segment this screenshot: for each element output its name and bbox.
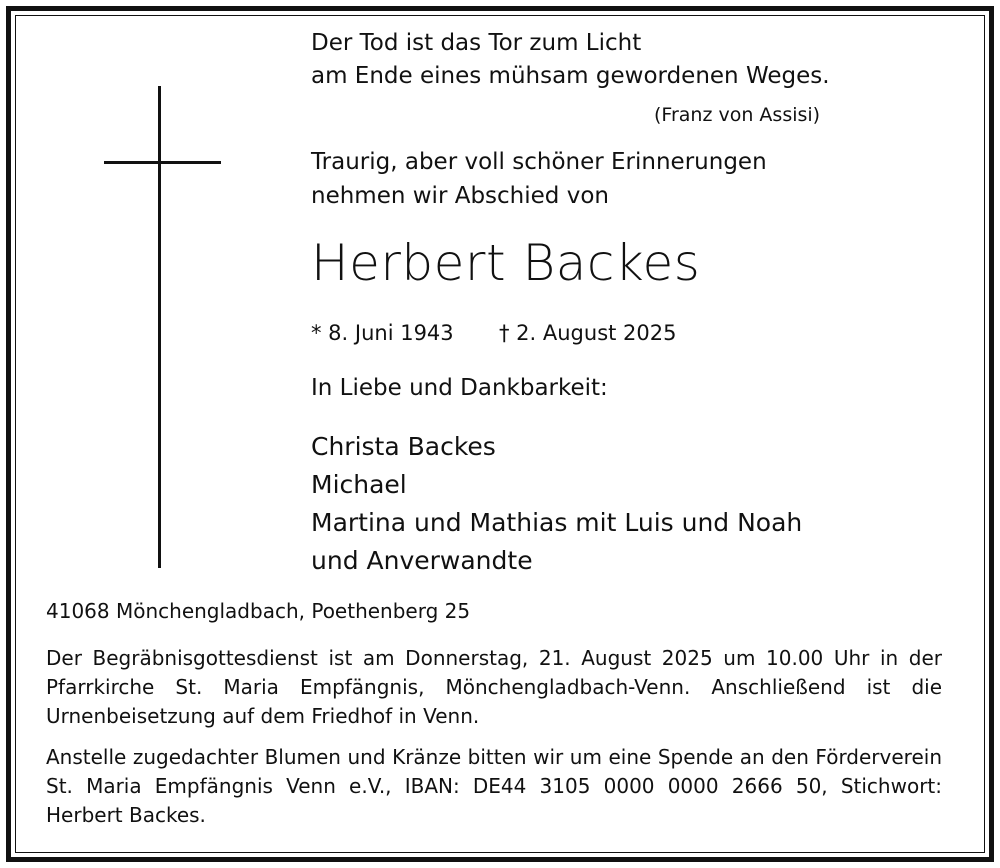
- motto-quote: [311, 27, 830, 93]
- cross-horizontal-bar: [104, 161, 221, 164]
- mourner-item: und Anverwandte: [311, 546, 533, 575]
- birth-date: * 8. Juni 1943: [311, 321, 454, 345]
- quote-source: (Franz von Assisi): [654, 104, 821, 126]
- mourner-item: Martina und Mathias mit Luis und Noah: [311, 508, 803, 537]
- dedication-text: In Liebe und Dankbarkeit:: [311, 375, 608, 401]
- family-address: 41068 Mönchengladbach, Poethenberg 25: [46, 599, 471, 623]
- intro-text: [311, 145, 767, 213]
- donation-info: Anstelle zugedachter Blumen und Kränze bitten wir um eine Spende an den Förderverein St. Maria Empfängnis Venn e.V., IBAN: DE44 3105 0000 0000 2666 50, Stichwort: Herbert Backes.: [46, 745, 942, 827]
- motto-line-2: am Ende eines mühsam gewordenen Weges.: [311, 63, 830, 89]
- motto-line-1: Der Tod ist das Tor zum Licht: [311, 30, 642, 56]
- mourner-item: Michael: [311, 470, 407, 499]
- intro-line-2: nehmen wir Abschied von: [311, 183, 609, 209]
- death-date: † 2. August 2025: [499, 321, 677, 345]
- mourners-list: [311, 428, 802, 580]
- intro-line-1: Traurig, aber voll schöner Erinnerungen: [311, 149, 767, 175]
- deceased-name: Herbert Backes: [311, 234, 701, 292]
- cross-vertical-bar: [158, 86, 161, 568]
- funeral-service-info: Der Begräbnisgottesdienst ist am Donnerstag, 21. August 2025 um 10.00 Uhr in der Pfarrkirche St. Maria Empfängnis, Mönchengladbach-Venn. Anschließend ist die Urnenbeisetzung auf dem Friedhof in Venn.: [46, 646, 942, 728]
- mourner-item: Christa Backes: [311, 432, 496, 461]
